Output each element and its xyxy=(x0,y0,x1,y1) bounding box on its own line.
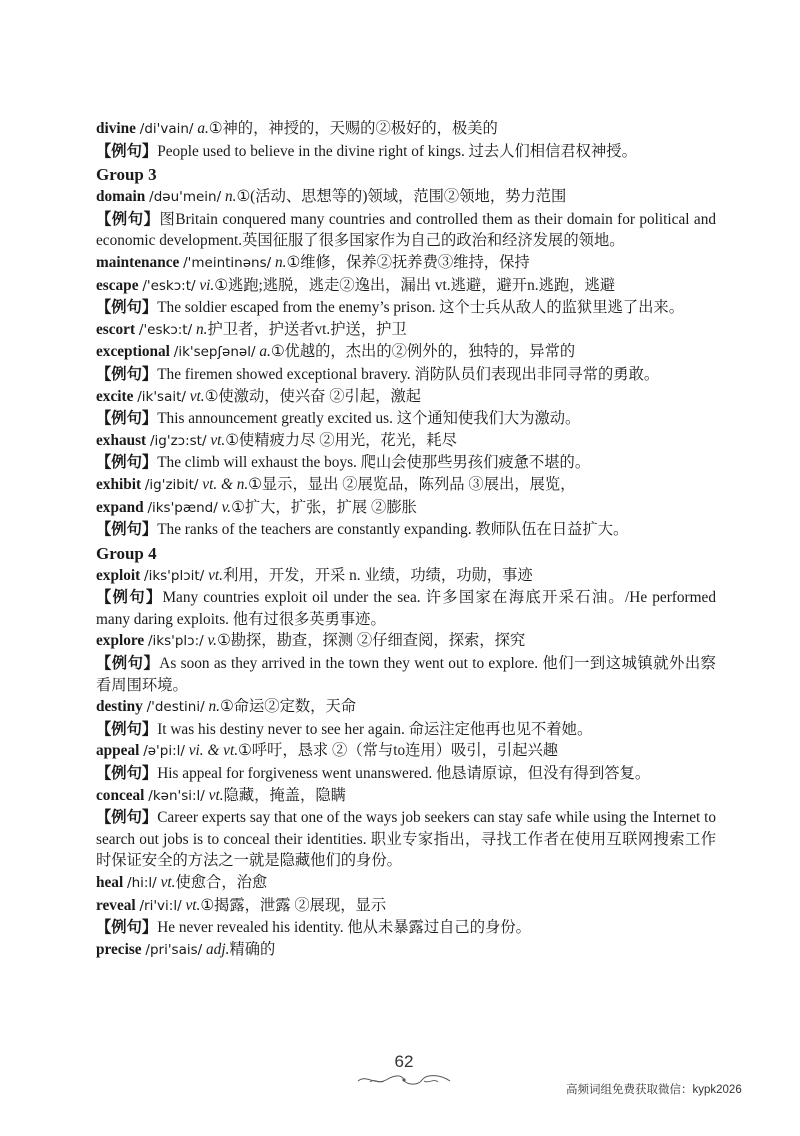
example-sentence xyxy=(96,653,716,696)
headword: explore xyxy=(96,632,145,650)
footer-note: 高频词组免费获取微信：kypk2026 xyxy=(566,1084,742,1096)
part-of-speech: vt. xyxy=(185,896,201,914)
part-of-speech: vt. xyxy=(208,786,224,804)
phonetic: /'eskɔ:t/ xyxy=(138,321,193,338)
definition: ①使精疲力尽 ②用光，花光，耗尽 xyxy=(225,431,457,449)
definition: ①呼吁，恳求 ②（常与to连用）吸引，引起兴趣 xyxy=(238,742,559,760)
word-entry xyxy=(96,630,716,653)
definition: ①扩大，扩张，扩展 ②膨胀 xyxy=(231,498,417,516)
example-text: As soon as they arrived in the town they went out to explore. 他们一到这城镇就外出察看周围环境。 xyxy=(96,655,716,694)
headword: destiny xyxy=(96,698,143,716)
headword: escape xyxy=(96,276,139,294)
phonetic: /kən'si:l/ xyxy=(148,787,205,804)
group-heading: Group 3 xyxy=(96,165,157,185)
headword: precise xyxy=(96,940,142,958)
definition: ①逃跑;逃脱，逃走②逸出，漏出 vt.逃避，避开n.逃跑，逃避 xyxy=(214,276,616,294)
example-sentence xyxy=(96,587,716,630)
phonetic: /ik'sait/ xyxy=(137,388,186,405)
example-tag: 【例句】 xyxy=(96,210,160,228)
example-tag: 【例句】 xyxy=(96,365,158,383)
phonetic: /di'vain/ xyxy=(139,121,194,137)
definition: ①维修，保养②抚养费③维持，保持 xyxy=(286,253,530,271)
word-entry xyxy=(96,386,716,409)
phonetic: /'eskɔ:t/ xyxy=(142,277,196,294)
headword: reveal xyxy=(96,896,136,914)
definition: ①命运②定数，天命 xyxy=(219,698,357,716)
part-of-speech: a. xyxy=(197,120,209,137)
example-text: This announcement greatly excited us. 这个通知使我们大为激动。 xyxy=(157,410,581,428)
part-of-speech: vt. xyxy=(189,387,205,405)
definition: 精确的 xyxy=(229,940,276,958)
word-entry xyxy=(96,565,716,588)
phonetic: /iks'plɔ:/ xyxy=(147,633,204,650)
headword: expand xyxy=(96,498,144,516)
definition: ①(活动、思想等的)领域，范围②领地，势力范围 xyxy=(236,188,567,206)
example-tag: 【例句】 xyxy=(96,410,158,428)
part-of-speech: vt. xyxy=(160,874,176,891)
word-entry xyxy=(96,252,716,275)
definition: 隐藏，掩盖，隐瞒 xyxy=(223,786,346,804)
example-text: Career experts say that one of the ways job seekers can stay safe while using the Internet to search out jobs is to conceal their identities. 职业专家指出，寻找工作者在使用互联网搜索工作时保证安全的方法之一就是隐藏他们的身份。 xyxy=(96,809,716,870)
example-text: People used to believe in the divine right of kings. 过去人们相信君权神授。 xyxy=(157,142,637,160)
example-text: 图Britain conquered many countries and controlled them as their domain for political and economic development.英国征服了很多国家作为自己的政治和经济发展的领地。 xyxy=(96,210,716,250)
phonetic: /iks'plɔit/ xyxy=(144,567,205,584)
example-sentence xyxy=(96,364,716,386)
part-of-speech: n. xyxy=(208,698,220,716)
headword: domain xyxy=(96,188,146,206)
part-of-speech: n. xyxy=(275,253,287,271)
headword: exceptional xyxy=(96,343,170,361)
headword: maintenance xyxy=(96,253,180,271)
word-entry xyxy=(96,474,716,497)
phonetic: /ig'zibit/ xyxy=(144,476,199,493)
word-entry xyxy=(96,118,716,141)
headword: exhaust xyxy=(96,431,147,449)
definition: 使愈合，治愈 xyxy=(175,874,268,891)
example-sentence xyxy=(96,519,716,541)
phonetic: /ik'sepʃənəl/ xyxy=(173,344,256,361)
example-sentence xyxy=(96,917,716,939)
example-sentence xyxy=(96,141,716,163)
phonetic: /'destini/ xyxy=(146,699,205,716)
word-entry xyxy=(96,341,716,364)
word-entry xyxy=(96,186,716,209)
part-of-speech: adj. xyxy=(206,940,230,958)
ornament-flourish-icon xyxy=(356,1072,452,1088)
example-text: He never revealed his identity. 他从未暴露过自己的身份。 xyxy=(157,919,531,937)
part-of-speech: a. xyxy=(259,343,271,361)
example-tag: 【例句】 xyxy=(96,521,158,539)
definition: ①神的，神授的，天赐的②极好的，极美的 xyxy=(208,120,498,137)
part-of-speech: v. xyxy=(207,632,217,650)
group-heading: Group 4 xyxy=(96,543,157,563)
example-text: Many countries exploit oil under the sea. 许多国家在海底开采石油。/He performed many daring exploits. 他有过很多英勇事迹。 xyxy=(96,589,716,628)
definition: ①使激动，使兴奋 ②引起，激起 xyxy=(204,387,422,405)
phonetic: /pri'sais/ xyxy=(145,941,203,958)
headword: escort xyxy=(96,320,136,338)
word-entry xyxy=(96,430,716,453)
example-sentence xyxy=(96,209,716,252)
example-sentence xyxy=(96,408,716,430)
definition: 利用，开发，开采 n. 业绩，功绩，功勋，事迹 xyxy=(222,566,533,584)
phonetic: /hi:l/ xyxy=(127,875,157,891)
example-text: It was his destiny never to see her again. 命运注定他再也见不着她。 xyxy=(157,720,593,738)
phonetic: /ə'pi:l/ xyxy=(143,743,185,760)
example-sentence xyxy=(96,807,716,872)
example-sentence xyxy=(96,297,716,319)
headword: appeal xyxy=(96,742,140,760)
example-tag: 【例句】 xyxy=(96,299,158,317)
part-of-speech: vt. xyxy=(208,566,223,584)
headword: divine xyxy=(96,120,136,137)
page-number: 62 xyxy=(394,1052,414,1071)
word-entry xyxy=(96,497,716,520)
word-entry xyxy=(96,275,716,298)
part-of-speech: vt. & n. xyxy=(202,475,249,493)
example-tag: 【例句】 xyxy=(96,809,158,827)
word-entry xyxy=(96,939,716,962)
example-sentence xyxy=(96,719,716,741)
definition: ①显示，显出 ②展览品，陈列品 ③展出，展览， xyxy=(248,475,576,493)
headword: exhibit xyxy=(96,475,142,493)
example-tag: 【例句】 xyxy=(96,142,158,160)
part-of-speech: v. xyxy=(221,498,232,516)
example-tag: 【例句】 xyxy=(96,454,158,472)
phonetic: /iks'pænd/ xyxy=(147,499,218,516)
phonetic: /ig'zɔ:st/ xyxy=(149,432,207,449)
example-tag: 【例句】 xyxy=(96,919,158,937)
part-of-speech: n. xyxy=(195,320,208,338)
headword: exploit xyxy=(96,566,141,584)
example-text: His appeal for forgiveness went unanswered. 他恳请原谅，但没有得到答复。 xyxy=(157,765,651,783)
phonetic: /ri'vi:l/ xyxy=(139,897,182,914)
example-tag: 【例句】 xyxy=(96,589,163,607)
example-sentence xyxy=(96,763,716,785)
example-text: The ranks of the teachers are constantly expanding. 教师队伍在日益扩大。 xyxy=(157,521,629,539)
example-tag: 【例句】 xyxy=(96,765,158,783)
word-entry xyxy=(96,696,716,719)
word-entry xyxy=(96,895,716,918)
headword: conceal xyxy=(96,786,145,804)
vocabulary-list xyxy=(96,118,716,961)
part-of-speech: n. xyxy=(224,188,237,206)
example-tag: 【例句】 xyxy=(96,720,158,738)
part-of-speech: vi. & vt. xyxy=(188,742,239,760)
definition: ①勘探，勘查，探测 ②仔细查阅，探索，探究 xyxy=(217,632,526,650)
word-entry xyxy=(96,785,716,808)
definition: 护卫者，护送者vt.护送，护卫 xyxy=(207,320,407,338)
example-text: The climb will exhaust the boys. 爬山会使那些男孩们疲惫不堪的。 xyxy=(157,454,591,472)
word-entry xyxy=(96,740,716,763)
phonetic: /'meintinəns/ xyxy=(183,254,272,271)
example-sentence xyxy=(96,452,716,474)
word-entry xyxy=(96,319,716,342)
definition: ①揭露，泄露 ②展现，显示 xyxy=(200,896,387,914)
headword: heal xyxy=(96,874,124,891)
example-tag: 【例句】 xyxy=(96,655,160,673)
part-of-speech: vt. xyxy=(210,431,226,449)
part-of-speech: vi. xyxy=(199,276,215,294)
example-text: The firemen showed exceptional bravery. 消防队员们表现出非同寻常的勇敢。 xyxy=(157,365,660,383)
word-entry xyxy=(96,872,716,895)
definition: ①优越的，杰出的②例外的，独特的，异常的 xyxy=(270,343,576,361)
headword: excite xyxy=(96,387,134,405)
phonetic: /dəu'mein/ xyxy=(149,189,222,206)
example-text: The soldier escaped from the enemy’s prison. 这个士兵从敌人的监狱里逃了出来。 xyxy=(157,299,685,317)
